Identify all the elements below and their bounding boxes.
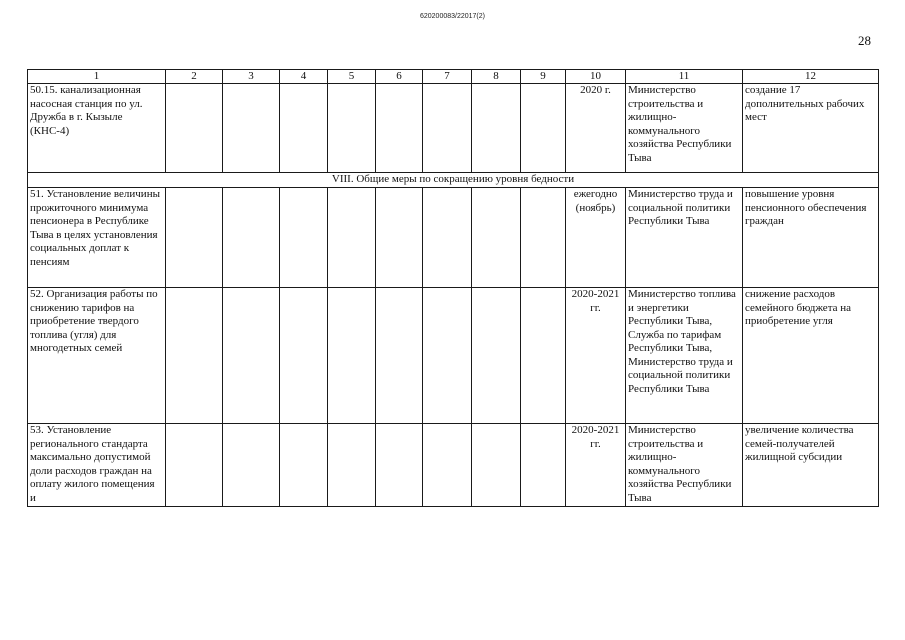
- table-row: [28, 188, 879, 288]
- responsible-cell: Министерство строительства и жилищно-коммунального хозяйства Республики Тыва: [626, 84, 743, 173]
- measure-cell: 51. Установление величины прожиточного минимума пенсионера в Республике Тыва в целях установления социальных доплат к пенсиям: [28, 188, 166, 288]
- section-row: [28, 173, 879, 188]
- responsible-cell: Министерство топлива и энергетики Республики Тыва, Служба по тарифам Республики Тыва, Министерство труда и социальной политики Республики Тыва: [626, 288, 743, 424]
- page-number: 28: [858, 33, 871, 48]
- header-cell: 4: [280, 70, 328, 84]
- result-cell: увеличение количества семей-получателей жилищной субсидии: [743, 424, 879, 507]
- header-cell: 9: [521, 70, 566, 84]
- term-cell: ежегодно (ноябрь): [566, 188, 626, 288]
- header-cell: 3: [223, 70, 280, 84]
- term-cell: 2020 г.: [566, 84, 626, 173]
- document-id: 620200083/22017(2): [419, 13, 485, 20]
- measures-table: [27, 69, 879, 507]
- header-cell: 1: [28, 70, 166, 84]
- result-cell: создание 17 дополнительных рабочих мест: [743, 84, 879, 173]
- header-cell: 10: [566, 70, 626, 84]
- responsible-cell: Министерство строительства и жилищно-коммунального хозяйства Республики Тыва: [626, 424, 743, 507]
- header-cell: 11: [626, 70, 743, 84]
- header-cell: 12: [743, 70, 879, 84]
- measure-cell: 52. Организация работы по снижению тарифов на приобретение твердого топлива (угля) для многодетных семей: [28, 288, 166, 424]
- header-cell: 6: [376, 70, 423, 84]
- measure-cell: 53. Установление регионального стандарта максимально допустимой доли расходов граждан на оплату жилого помещения и: [28, 424, 166, 507]
- term-cell: 2020-2021 гг.: [566, 288, 626, 424]
- term-cell: 2020-2021 гг.: [566, 424, 626, 507]
- result-cell: снижение расходов семейного бюджета на приобретение угля: [743, 288, 879, 424]
- header-cell: 5: [328, 70, 376, 84]
- result-cell: повышение уровня пенсионного обеспечения граждан: [743, 188, 879, 288]
- responsible-cell: Министерство труда и социальной политики Республики Тыва: [626, 188, 743, 288]
- table-row: [28, 288, 879, 424]
- header-cell: 7: [423, 70, 472, 84]
- header-cell: 8: [472, 70, 521, 84]
- header-row: [28, 70, 879, 84]
- section-title: VIII. Общие меры по сокращению уровня бедности: [28, 173, 879, 188]
- table-row: [28, 424, 879, 507]
- table-row: [28, 84, 879, 173]
- measure-cell: 50.15. канализационная насосная станция по ул. Дружба в г. Кызыле (КНС-4): [28, 84, 166, 173]
- header-cell: 2: [166, 70, 223, 84]
